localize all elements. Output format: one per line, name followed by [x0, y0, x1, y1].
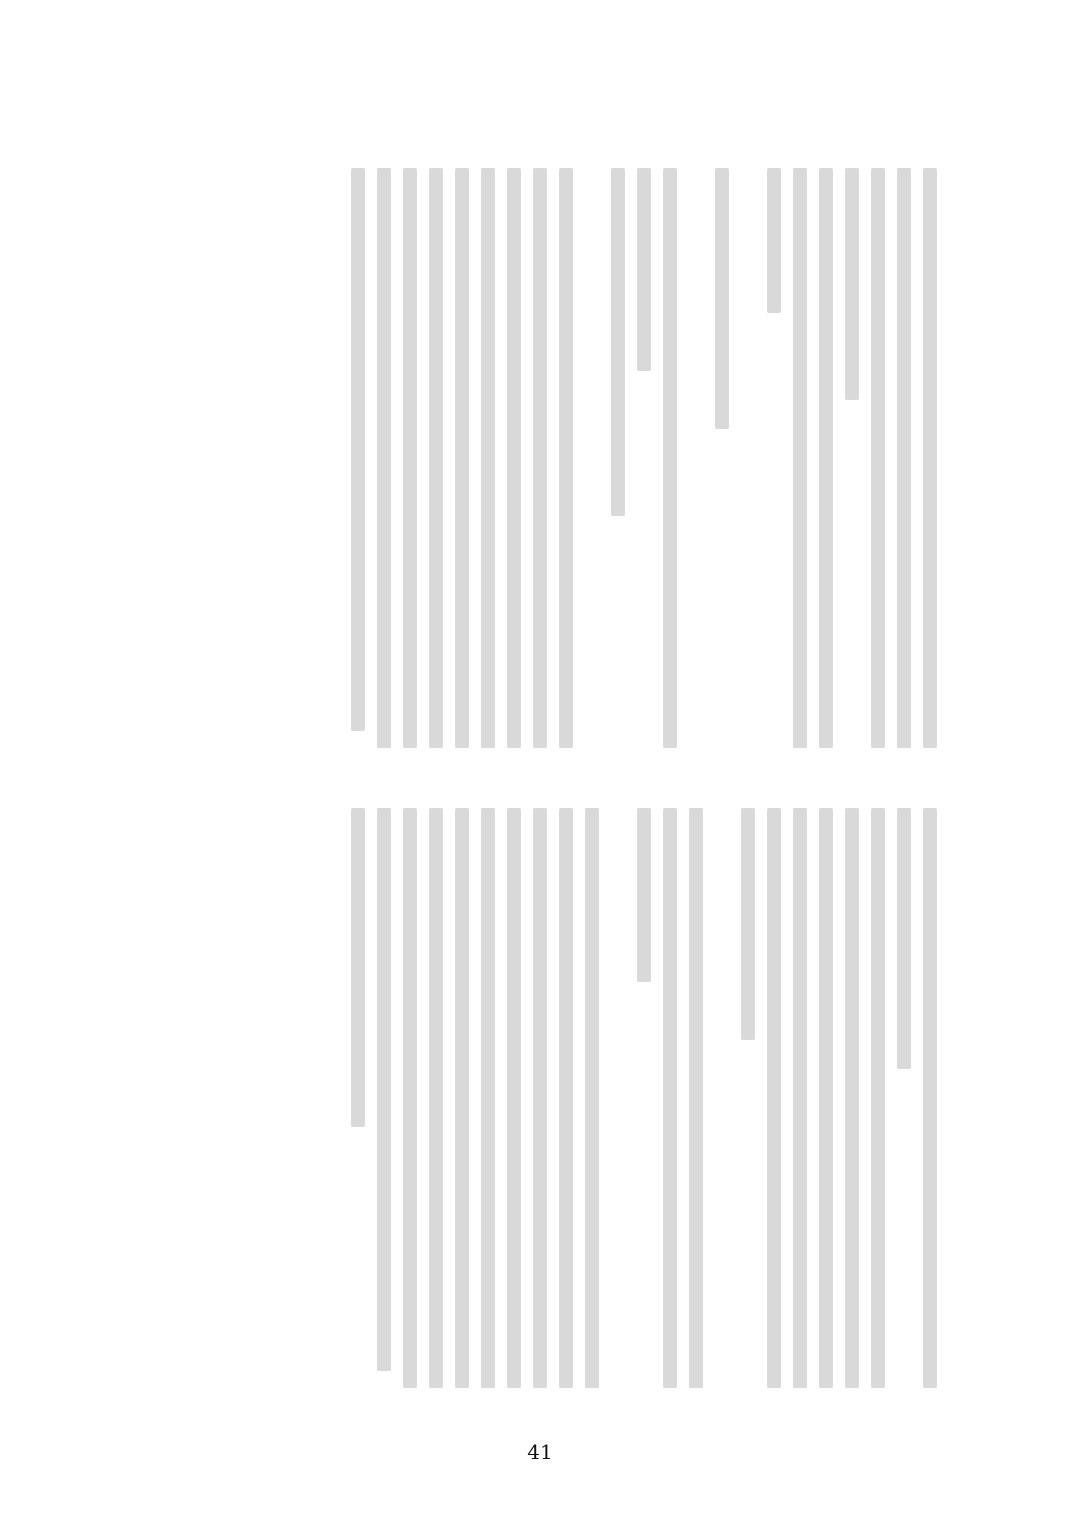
text-column: [868, 808, 888, 1388]
text-column: [894, 168, 914, 748]
text-line-placeholder: [507, 808, 521, 1388]
text-line-placeholder: [793, 168, 807, 748]
text-column: [712, 168, 732, 748]
text-column: [764, 168, 784, 748]
text-column: [530, 168, 550, 748]
text-column: [478, 808, 498, 1388]
text-line-placeholder: [429, 808, 443, 1388]
text-line-placeholder: [741, 808, 755, 1040]
text-column: [816, 168, 836, 748]
text-column: [608, 808, 628, 1388]
text-column: [712, 808, 732, 1388]
text-line-placeholder: [871, 808, 885, 1388]
text-column: [920, 168, 940, 748]
text-line-placeholder: [351, 168, 365, 731]
text-line-placeholder: [455, 808, 469, 1388]
text-line-placeholder: [559, 168, 573, 748]
text-column: [582, 808, 602, 1388]
text-column: [738, 168, 758, 748]
top-text-block: [170, 168, 940, 748]
text-line-placeholder: [819, 168, 833, 748]
text-column: [504, 808, 524, 1388]
text-column: [816, 808, 836, 1388]
text-line-placeholder: [403, 168, 417, 748]
text-line-placeholder: [533, 808, 547, 1388]
text-column: [660, 168, 680, 748]
text-column: [478, 168, 498, 748]
text-line-placeholder: [923, 808, 937, 1388]
text-column: [686, 168, 706, 748]
text-line-placeholder: [897, 808, 911, 1069]
text-line-placeholder: [481, 168, 495, 748]
text-column: [790, 168, 810, 748]
text-column: [842, 808, 862, 1388]
text-column: [400, 168, 420, 748]
text-column: [764, 808, 784, 1388]
text-column: [738, 808, 758, 1388]
text-column: [374, 808, 394, 1388]
text-line-placeholder: [377, 168, 391, 748]
text-line-placeholder: [637, 168, 651, 371]
page-number: 41: [527, 1440, 553, 1464]
text-line-placeholder: [819, 808, 833, 1388]
text-line-placeholder: [897, 168, 911, 748]
text-column: [400, 808, 420, 1388]
text-column: [582, 168, 602, 748]
text-column: [790, 808, 810, 1388]
text-line-placeholder: [533, 168, 547, 748]
text-line-placeholder: [845, 808, 859, 1388]
text-line-placeholder: [403, 808, 417, 1388]
text-column: [894, 808, 914, 1388]
text-column: [452, 808, 472, 1388]
text-column: [660, 808, 680, 1388]
text-line-placeholder: [481, 808, 495, 1388]
text-line-placeholder: [767, 808, 781, 1388]
text-line-placeholder: [429, 168, 443, 748]
text-column: [920, 808, 940, 1388]
text-line-placeholder: [871, 168, 885, 748]
text-column: [868, 168, 888, 748]
text-line-placeholder: [507, 168, 521, 748]
text-line-placeholder: [351, 808, 365, 1127]
text-column: [634, 808, 654, 1388]
text-line-placeholder: [611, 168, 625, 516]
text-column: [556, 808, 576, 1388]
text-column: [686, 808, 706, 1388]
text-column: [374, 168, 394, 748]
text-line-placeholder: [637, 808, 651, 982]
text-column: [556, 168, 576, 748]
text-line-placeholder: [455, 168, 469, 748]
text-column: [634, 168, 654, 748]
text-line-placeholder: [923, 168, 937, 748]
text-column: [530, 808, 550, 1388]
text-line-placeholder: [663, 168, 677, 748]
text-line-placeholder: [585, 808, 599, 1388]
bottom-text-block: [170, 808, 940, 1388]
text-column: [504, 168, 524, 748]
text-line-placeholder: [689, 808, 703, 1388]
text-column: [842, 168, 862, 748]
text-column: [452, 168, 472, 748]
text-line-placeholder: [377, 808, 391, 1371]
text-column: [348, 168, 368, 748]
text-column: [426, 808, 446, 1388]
text-line-placeholder: [793, 808, 807, 1388]
text-line-placeholder: [845, 168, 859, 400]
text-column: [426, 168, 446, 748]
text-column: [608, 168, 628, 748]
text-line-placeholder: [559, 808, 573, 1388]
text-line-placeholder: [767, 168, 781, 313]
text-line-placeholder: [663, 808, 677, 1388]
text-column: [348, 808, 368, 1388]
text-line-placeholder: [715, 168, 729, 429]
